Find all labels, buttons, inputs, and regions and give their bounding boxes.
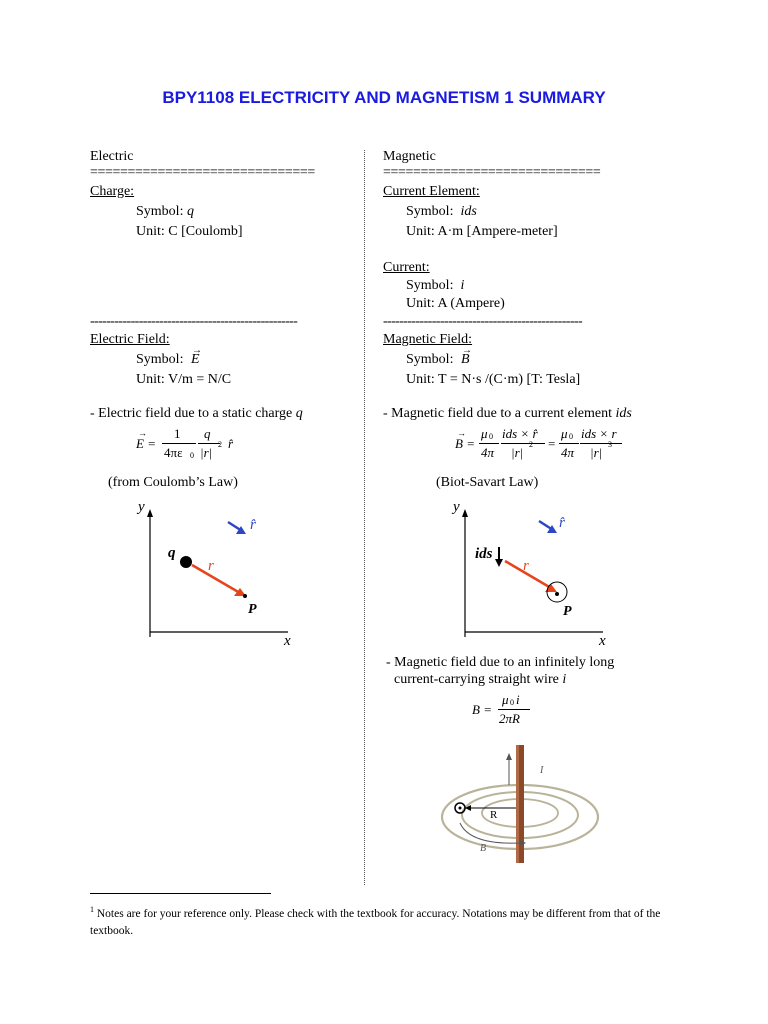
charge-dot [180,556,192,568]
footnote-marker: 1 [90,905,94,914]
electric-field-label: Electric Field: [90,332,170,347]
electric-rule: ============================== [90,165,315,180]
magnetic-rule: ============================= [383,165,601,180]
point-p-dot [555,592,559,596]
current-label: I [540,765,544,776]
electric-field-desc: - Electric field due to a static charge q [90,406,303,421]
straight-wire-figure [440,745,610,870]
charge-label: Charge: [90,184,135,199]
footnote [90,901,680,940]
radius-label: R [490,809,498,821]
r-label: r [523,558,529,574]
r-vector [192,565,240,593]
electric-dashes: --------------------------------------------------- [90,314,298,329]
magnetic-field-diagram [445,495,615,655]
biot-savart-equation: B = → μ 0 4π ids × r̂ |r| 2 = μ 0 4π ids × r |r| 3 [455,426,635,470]
charge-label-q: q [168,545,176,561]
coulomb-equation: E = → 1 4πε 0 q |r| 2 r̂ [136,426,234,460]
wire-desc-line1: - Magnetic field due to an infinitely long [386,655,615,670]
wire-desc-line2: current-carrying straight wire i [394,672,567,687]
charge-symbol: Symbol: q [136,204,194,219]
magnetic-heading: Magnetic [383,149,436,164]
b-label: B [480,843,487,854]
wire-equation: B = μ 0 i 2πR [472,692,542,734]
current-element-unit: Unit: A·m [Ampere-meter] [406,224,558,239]
ids-label: ids [475,546,493,562]
current-element-label: Current Element: [383,184,480,199]
point-p-label: P [248,602,257,617]
charge-unit: Unit: C [Coulomb] [136,224,243,239]
current-unit: Unit: A (Ampere) [406,296,505,311]
current-label: Current: [383,260,430,275]
x-axis-label: x [284,633,291,649]
magnetic-field-symbol: Symbol: → B [406,345,472,367]
column-divider [364,150,365,885]
point-p-label: P [563,604,572,619]
r-label: r [208,558,214,574]
footnote-rule [90,893,271,894]
x-axis-label: x [599,633,606,649]
magnetic-field-label: Magnetic Field: [383,332,473,347]
current-element-symbol: Symbol: ids [406,204,477,219]
magnetic-dashes: ------------------------------------------------- [383,314,583,329]
biot-savart-law-label: (Biot-Savart Law) [436,475,539,490]
electric-field-unit: Unit: V/m = N/C [136,372,232,387]
electric-heading: Electric [90,149,134,164]
magnetic-field-unit: Unit: T = N·s /(C·m) [T: Tesla] [406,372,581,387]
electric-field-diagram [130,495,300,655]
current-symbol: Symbol: i [406,278,465,293]
electric-field-symbol: Symbol: → E [136,345,202,367]
point-p-dot [243,594,247,598]
y-axis-label: y [138,499,145,515]
rhat-label: r̂ [250,517,256,533]
page-title: BPY1108 ELECTRICITY AND MAGNETISM 1 SUMMARY [162,88,606,107]
magnetic-field-desc: - Magnetic field due to a current element ids [383,406,632,421]
coulomb-law-label: (from Coulomb’s Law) [108,475,238,490]
footnote-text: Notes are for your reference only. Please check with the textbook for accuracy. Notations may be different from that of the textbook. [90,907,661,937]
rhat-label: r̂ [559,515,565,531]
y-axis-label: y [453,499,460,515]
